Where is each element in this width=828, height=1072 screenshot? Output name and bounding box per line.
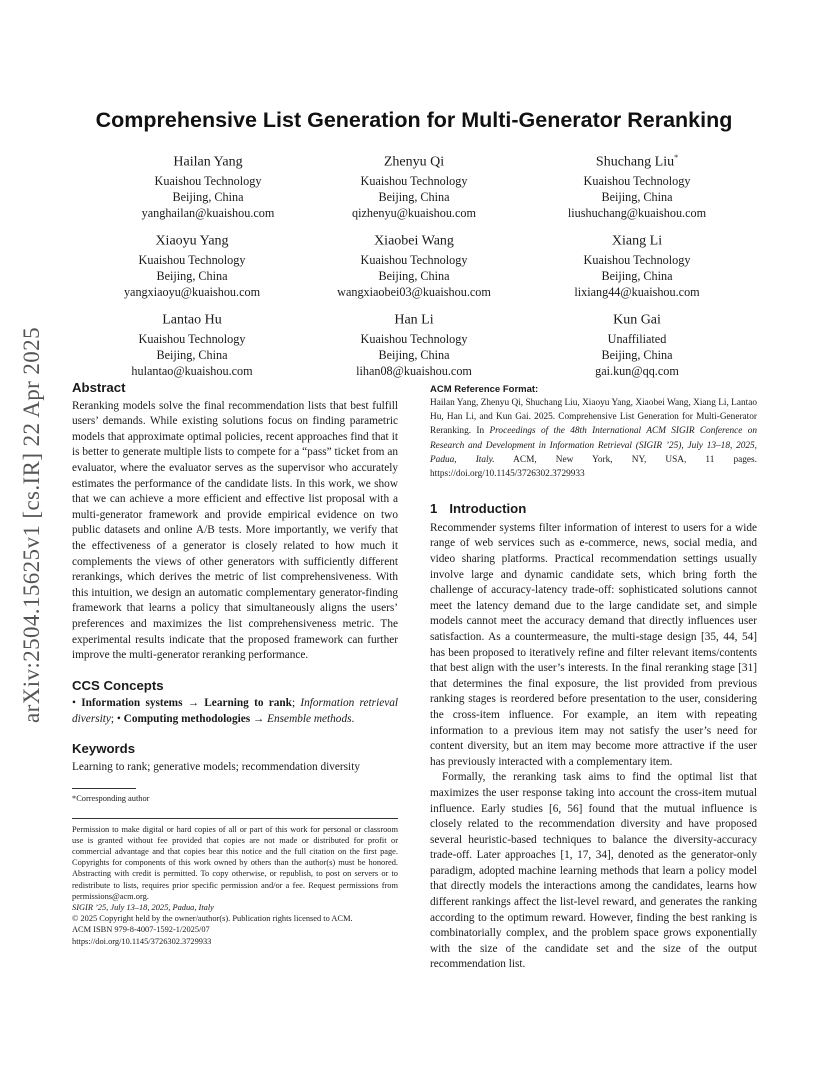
ccs-heading: CCS Concepts <box>72 677 164 693</box>
ccs-term: Computing methodologies <box>123 712 251 725</box>
acm-reference-text: Hailan Yang, Zhenyu Qi, Shuchang Liu, Xiaoyu Yang, Xiaobei Wang, Xiang Li, Lantao Hu, Han Li, and Kun Gai. 2025. Comprehensive List Generation for Multi-Generator Reranking. In Proceedings of the 48th International ACM SIGIR Conference on Research and Development in Information Retrieval (SIGIR ’25), July 13–18, 2025, Padua, Italy. ACM, New York, NY, USA, 11 pages. https://doi.org/10.1145/3726302.3729933 <box>430 398 757 480</box>
isbn-line: ACM ISBN 979-8-4007-1592-1/2025/07 <box>72 925 210 935</box>
author-location: Beijing, China <box>156 268 228 283</box>
author-location: Beijing, China <box>378 347 450 362</box>
author-email[interactable]: lihan08@kuaishou.com <box>356 363 472 378</box>
author-affiliation: Kuaishou Technology <box>138 252 246 267</box>
author-card <box>517 149 757 221</box>
ccs-arrow: → <box>250 712 268 725</box>
author-email[interactable]: wangxiaobei03@kuaishou.com <box>337 284 491 299</box>
copyright-line: © 2025 Copyright held by the owner/author(s). Publication rights licensed to ACM. <box>72 914 353 924</box>
author-location: Beijing, China <box>156 347 228 362</box>
author-name: Xiang Li <box>611 233 663 249</box>
author-affiliation: Kuaishou Technology <box>583 173 691 188</box>
author-location: Beijing, China <box>172 189 244 204</box>
author-card <box>294 149 534 221</box>
permission-block <box>72 824 398 947</box>
author-email[interactable]: liushuchang@kuaishou.com <box>567 205 707 220</box>
ccs-separator: . <box>351 712 355 725</box>
doi-link[interactable]: https://doi.org/10.1145/3726302.3729933 <box>72 936 212 946</box>
footnote-divider <box>72 788 136 789</box>
author-email[interactable]: qizhenyu@kuaishou.com <box>352 205 476 220</box>
arxiv-identifier: arXiv:2504.15625v1 [cs.IR] 22 Apr 2025 <box>19 327 44 723</box>
venue-line: SIGIR ’25, July 13–18, 2025, Padua, Italy <box>72 903 214 913</box>
right-column <box>430 384 757 973</box>
author-name: Xiaoyu Yang <box>155 233 229 249</box>
abstract-heading: Abstract <box>72 380 126 395</box>
author-affiliation: Kuaishou Technology <box>360 331 468 346</box>
author-affiliation: Kuaishou Technology <box>138 331 246 346</box>
author-card <box>517 307 757 379</box>
ccs-separator: ; <box>291 697 301 710</box>
ccs-term: Ensemble methods <box>267 712 352 725</box>
permission-text: Permission to make digital or hard copies of all or part of this work for personal or classroom use is granted without fee provided that copies are not made or distributed for profit or commercial advantage and that copies bear this notice and the full citation on the first page. Copyrights for components of this work owned by others than the author(s) must be honored. Abstracting with credit is permitted. To copy otherwise, or republish, to post on servers or to redistribute to lists, requires prior specific permission and/or a fee. Request permissions from permissions@acm.org. <box>72 824 398 901</box>
acm-reference-heading: ACM Reference Format: <box>430 384 539 395</box>
intro-paragraph: Formally, the reranking task aims to find the optimal list that maximizes the user response taking into account the cross-item mutual influence. Early studies [6, 56] found that the mutual influence is closely related to the recommendation diversity and have proposed several heuristic-based techniques to balance the diversity-accuracy trade-off. Later approaches [1, 17, 34], denoted as the generator-only paradigm, adopted machine learning methods that learn a policy model that directly models the interactions among the candidates, learns how different rankings affect the list-level reward, and generates the ranking according to the optimum reward. However, finding the best ranking is combinatorially complex, and the problem space grows exponentially with the size of the candidate set and the size of the output recommendation list. <box>430 771 757 971</box>
author-location: Beijing, China <box>601 347 673 362</box>
arxiv-watermark <box>10 290 54 760</box>
author-location: Beijing, China <box>601 189 673 204</box>
introduction-heading: 1 Introduction <box>430 501 527 517</box>
author-card <box>517 228 757 300</box>
author-name: Hailan Yang <box>173 154 243 170</box>
author-card <box>294 228 534 300</box>
author-name: Han Li <box>394 312 434 328</box>
keywords-heading: Keywords <box>72 741 136 757</box>
corresponding-author-footnote: *Corresponding author <box>72 793 150 803</box>
permission-divider <box>72 818 398 819</box>
ccs-separator: ; <box>110 712 117 725</box>
author-affiliation: Kuaishou Technology <box>360 173 468 188</box>
author-email[interactable]: hulantao@kuaishou.com <box>131 363 253 378</box>
abstract-text: Reranking models solve the final recommendation lists that best fulfill users’ demands. While existing solutions focus on finding parametric models that approximate optimal policies, recent approaches find that it is better to generate multiple lists to compete for a “pass” ticket from an evaluator, where the evaluator serves as the supervisor who accurately estimates the performance of the candidate lists. In this work, we show that we can achieve a more efficient and effective list proposal with a multi-generator framework and provide empirical evidence on two public datasets and online A/B tests. More importantly, we verify that the effectiveness of a generator is closely related to how much it complements the views of other generators with sufficiently different rerankings, which derives the metric of list comprehensiveness. With this intuition, we design an automatic complementary generator-finding framework that learns a policy that simultaneously aligns the users’ preferences and maximizes the list comprehensiveness metric. The experimental results indicate that the proposed framework can further improve the multi-generator reranking performance. <box>72 399 398 662</box>
author-card <box>88 149 328 221</box>
author-email[interactable]: yanghailan@kuaishou.com <box>141 205 275 220</box>
author-affiliation: Kuaishou Technology <box>360 252 468 267</box>
author-email[interactable]: gai.kun@qq.com <box>595 363 679 378</box>
ccs-term: Information retrieval diversity <box>72 697 399 725</box>
ccs-arrow: → <box>182 697 205 710</box>
author-name: Lantao Hu <box>162 312 222 328</box>
left-column <box>72 380 398 947</box>
author-card <box>72 307 312 379</box>
author-card <box>72 228 312 300</box>
author-affiliation: Kuaishou Technology <box>583 252 691 267</box>
author-name: Shuchang Liu* <box>595 153 679 170</box>
paper-title: Comprehensive List Generation for Multi-Generator Reranking <box>95 108 733 132</box>
ccs-bullet: • <box>72 697 76 710</box>
author-affiliation: Kuaishou Technology <box>154 173 262 188</box>
author-name: Kun Gai <box>613 312 661 328</box>
author-location: Beijing, China <box>601 268 673 283</box>
ccs-bullet: • <box>116 712 121 725</box>
ccs-term: Information systems <box>81 697 183 710</box>
keywords-text: Learning to rank; generative models; recommendation diversity <box>72 761 360 774</box>
author-affiliation: Unaffiliated <box>607 331 667 346</box>
author-email[interactable]: lixiang44@kuaishou.com <box>574 284 700 299</box>
author-location: Beijing, China <box>378 268 450 283</box>
author-location: Beijing, China <box>378 189 450 204</box>
author-email[interactable]: yangxiaoyu@kuaishou.com <box>123 284 261 299</box>
ccs-concepts <box>72 696 398 727</box>
ccs-term: Learning to rank <box>204 697 292 710</box>
author-name: Zhenyu Qi <box>383 154 445 170</box>
intro-paragraph: Recommender systems filter information of interest to users for a wide range of web services such as e-commerce, news, social media, and video sharing platforms. Practical recommendation settings usually involve large and dynamic candidate sets, which bring forth the challenge of accuracy-latency trade-off: sophisticated solutions cannot meet the latency demand due to the large candidate set, and simple models cannot meet the accuracy demand that directly influences user satisfaction. As a countermeasure, the multi-stage design [35, 44, 54] has been proposed to iteratively refine and filter relevant items/contents that best align with the user’s interests. In the final reranking stage [31] that determines the final exposure, the list provided from previous ranking stages is reordered before presentation to the user, considering the cross-item influence. For example, an item with repeating information to a previous item may not satisfy the user’s need for content diversity, but an item may become more attractive if the user has previously interacted with a complementary item. <box>430 521 757 768</box>
author-name: Xiaobei Wang <box>374 233 454 249</box>
author-card <box>294 307 534 379</box>
